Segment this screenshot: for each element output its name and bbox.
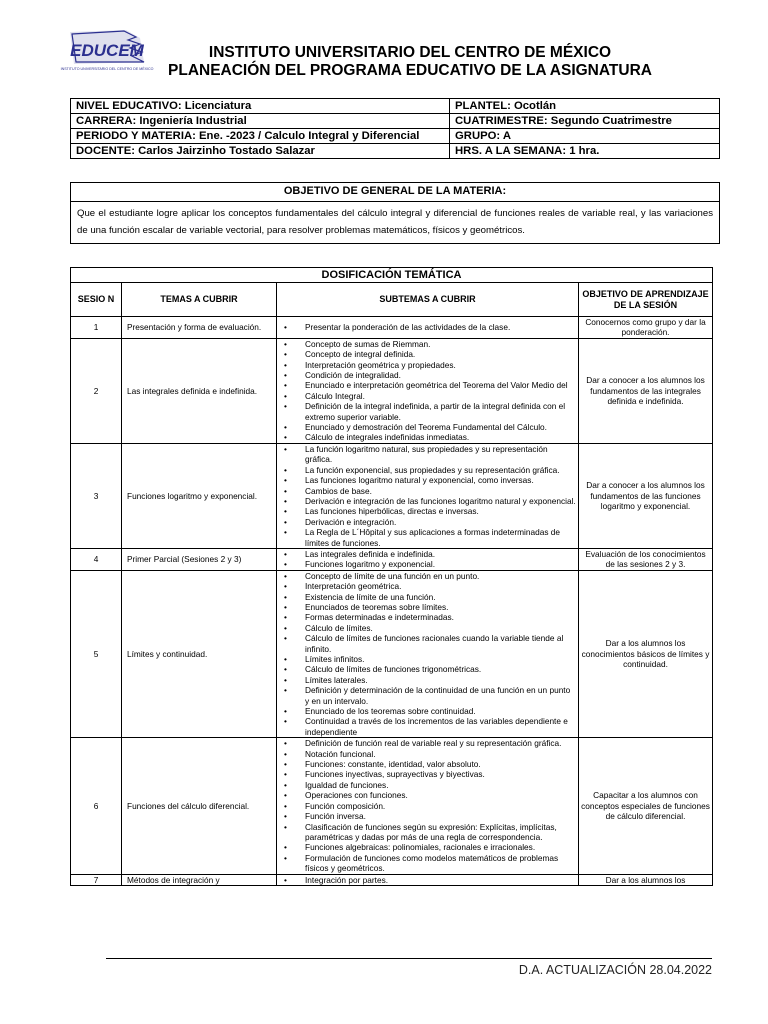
- subtopic-item: • Concepto de límite de una función en un punto.: [305, 571, 576, 581]
- session-objective: Dar a los alumnos los: [579, 874, 713, 885]
- subtopic-list: [279, 549, 576, 570]
- subtopic-item: • Derivación e integración.: [305, 517, 576, 527]
- header-objetivo: OBJETIVO DE APRENDIZAJE DE LA SESIÓN: [579, 283, 713, 317]
- subtopic-item: • Las funciones logaritmo natural y exponencial, como inversas.: [305, 475, 576, 485]
- header-subtemas: SUBTEMAS A CUBRIR: [277, 283, 579, 317]
- subtopic-item: • Interpretación geométrica y propiedades.: [305, 360, 576, 370]
- footer-update-date: D.A. ACTUALIZACIÓN 28.04.2022: [518, 963, 712, 977]
- course-info-table: [70, 98, 720, 159]
- subtopic-item: • Concepto de integral definida.: [305, 349, 576, 359]
- session-topic: Métodos de integración y: [122, 874, 277, 885]
- header-sesion: SESIO N: [71, 283, 122, 317]
- nivel-educativo: NIVEL EDUCATIVO: Licenciatura: [71, 99, 450, 114]
- session-row: [71, 338, 713, 443]
- subtopic-item: • Operaciones con funciones.: [305, 790, 576, 800]
- session-objective: Dar a conocer a los alumnos los fundamentos de las integrales definida e indefinida.: [579, 338, 713, 443]
- session-subtopics: [277, 738, 579, 874]
- subtopic-item: • La Regla de L´Hôpital y sus aplicaciones a formas indeterminadas de límites de funciones.: [305, 527, 576, 548]
- subtopic-item: • Concepto de sumas de Riemman.: [305, 339, 576, 349]
- session-subtopics: [277, 874, 579, 885]
- subtopic-item: • Funciones: constante, identidad, valor absoluto.: [305, 759, 576, 769]
- session-subtopics: [277, 317, 579, 339]
- subtopic-item: • Enunciados de teoremas sobre límites.: [305, 602, 576, 612]
- session-subtopics: [277, 570, 579, 738]
- session-row: [71, 548, 713, 570]
- subtopic-list: [279, 738, 576, 873]
- subtopic-item: • Las funciones hiperbólicas, directas e inversas.: [305, 506, 576, 516]
- session-row: [71, 443, 713, 548]
- subtopic-list: [279, 444, 576, 548]
- session-subtopics: [277, 443, 579, 548]
- session-number: 1: [71, 317, 122, 339]
- subtopic-item: • Funciones logaritmo y exponencial.: [305, 559, 576, 569]
- subtopic-list: [279, 571, 576, 738]
- session-number: 6: [71, 738, 122, 874]
- cuatrimestre: CUATRIMESTRE: Segundo Cuatrimestre: [450, 114, 720, 129]
- session-row: [71, 874, 713, 885]
- subtopic-item: • Cálculo de límites.: [305, 623, 576, 633]
- subtopic-item: • Formulación de funciones como modelos matemáticos de problemas físicos y geométricos.: [305, 853, 576, 874]
- subtopic-item: • Definición de función real de variable real y su representación gráfica.: [305, 738, 576, 748]
- objective-title: OBJETIVO DE GENERAL DE LA MATERIA:: [71, 183, 719, 202]
- general-objective-box: [70, 182, 720, 244]
- session-topic: Primer Parcial (Sesiones 2 y 3): [122, 548, 277, 570]
- document-title: [160, 44, 660, 80]
- subtopic-item: • Continuidad a través de los incrementos de las variables dependiente e independiente: [305, 716, 576, 737]
- session-objective: Conocernos como grupo y dar la ponderación.: [579, 317, 713, 339]
- subtopic-list: [279, 339, 576, 443]
- session-number: 3: [71, 443, 122, 548]
- subtopic-item: • Función composición.: [305, 801, 576, 811]
- session-objective: Dar a conocer a los alumnos los fundamentos de las funciones logaritmo y exponencial.: [579, 443, 713, 548]
- educem-logo: [60, 28, 154, 80]
- session-number: 7: [71, 874, 122, 885]
- session-objective: Dar a los alumnos los conocimientos básicos de límites y continuidad.: [579, 570, 713, 738]
- info-row: [71, 129, 720, 144]
- subtopic-item: • Cálculo de límites de funciones racionales cuando la variable tiende al infinito.: [305, 633, 576, 654]
- footer-rule: [106, 958, 712, 959]
- session-row: [71, 570, 713, 738]
- plantel: PLANTEL: Ocotlán: [450, 99, 720, 114]
- dosificacion-table: [70, 267, 713, 886]
- session-topic: Presentación y forma de evaluación.: [122, 317, 277, 339]
- periodo-materia: PERIODO Y MATERIA: Ene. -2023 / Calculo Integral y Diferencial: [71, 129, 450, 144]
- session-topic: Funciones logaritmo y exponencial.: [122, 443, 277, 548]
- session-topic: Las integrales definida e indefinida.: [122, 338, 277, 443]
- dosificacion-title: DOSIFICACIÓN TEMÁTICA: [71, 268, 713, 283]
- session-objective: Evaluación de los conocimientos de las sesiones 2 y 3.: [579, 548, 713, 570]
- session-row: [71, 738, 713, 874]
- session-row: [71, 317, 713, 339]
- subtopic-item: • Cambios de base.: [305, 486, 576, 496]
- subtopic-item: • Enunciado y demostración del Teorema Fundamental del Cálculo.: [305, 422, 576, 432]
- subtopic-item: • Integración por partes.: [305, 875, 576, 885]
- header-temas: TEMAS A CUBRIR: [122, 283, 277, 317]
- subtopic-item: • Formas determinadas e indeterminadas.: [305, 612, 576, 622]
- subtopic-item: • Presentar la ponderación de las actividades de la clase.: [305, 322, 576, 332]
- session-subtopics: [277, 548, 579, 570]
- subtopic-list: [279, 875, 576, 885]
- logo-subtext: INSTITUTO UNIVERSITARIO DEL CENTRO DE MÉXICO: [60, 67, 154, 71]
- session-number: 4: [71, 548, 122, 570]
- subtopic-item: • Condición de integralidad.: [305, 370, 576, 380]
- session-topic: Funciones del cálculo diferencial.: [122, 738, 277, 874]
- subtopic-item: • Límites laterales.: [305, 675, 576, 685]
- subtopic-item: • Enunciado de los teoremas sobre continuidad.: [305, 706, 576, 716]
- subtopic-item: • Notación funcional.: [305, 749, 576, 759]
- subtopic-item: • La función exponencial, sus propiedades y su representación gráfica.: [305, 465, 576, 475]
- subtopic-item: • Funciones algebraicas: polinomiales, racionales e irracionales.: [305, 842, 576, 852]
- subtopic-item: • Cálculo de integrales indefinidas inmediatas.: [305, 432, 576, 442]
- subtopic-item: • Definición y determinación de la continuidad de una función en un punto y en un intervalo.: [305, 685, 576, 706]
- subtopic-item: • Las integrales definida e indefinida.: [305, 549, 576, 559]
- subtopic-item: • Funciones inyectivas, suprayectivas y biyectivas.: [305, 769, 576, 779]
- session-subtopics: [277, 338, 579, 443]
- subtopic-item: • Definición de la integral indefinida, a partir de la integral definida con el extremo superior variable.: [305, 401, 576, 422]
- session-number: 2: [71, 338, 122, 443]
- objective-text: Que el estudiante logre aplicar los conceptos fundamentales del cálculo integral y diferencial de funciones reales de variable real, y las variaciones de una función escalar de variable vectorial, para resolver problemas matemáticos, físicos y geométricos.: [77, 208, 713, 236]
- session-number: 5: [71, 570, 122, 738]
- title-line-1: INSTITUTO UNIVERSITARIO DEL CENTRO DE MÉXICO: [208, 44, 612, 61]
- info-row: [71, 114, 720, 129]
- subtopic-item: • La función logaritmo natural, sus propiedades y su representación gráfica.: [305, 444, 576, 465]
- session-topic: Límites y continuidad.: [122, 570, 277, 738]
- horas-semana: HRS. A LA SEMANA: 1 hra.: [450, 144, 720, 159]
- subtopic-item: • Interpretación geométrica.: [305, 581, 576, 591]
- subtopic-item: • Enunciado e interpretación geométrica del Teorema del Valor Medio del: [305, 380, 576, 390]
- grupo: GRUPO: A: [450, 129, 720, 144]
- docente: DOCENTE: Carlos Jairzinho Tostado Salazar: [71, 144, 450, 159]
- subtopic-item: • Clasificación de funciones según su expresión: Explícitas, implícitas, paramétricas y dadas por más de una regla de correspondencia.: [305, 822, 576, 843]
- subtopic-item: • Función inversa.: [305, 811, 576, 821]
- subtopic-item: • Cálculo Integral.: [305, 391, 576, 401]
- title-line-2: PLANEACIÓN DEL PROGRAMA EDUCATIVO DE LA ASIGNATURA: [168, 62, 652, 79]
- subtopic-item: • Igualdad de funciones.: [305, 780, 576, 790]
- info-row: [71, 144, 720, 159]
- subtopic-item: • Derivación e integración de las funciones logaritmo natural y exponencial.: [305, 496, 576, 506]
- info-row: [71, 99, 720, 114]
- subtopic-list: [279, 322, 576, 332]
- session-objective: Capacitar a los alumnos con conceptos especiales de funciones de cálculo diferencial.: [579, 738, 713, 874]
- logo-word: EDUCEM: [70, 41, 144, 60]
- subtopic-item: • Cálculo de límites de funciones trigonométricas.: [305, 664, 576, 674]
- subtopic-item: • Límites infinitos.: [305, 654, 576, 664]
- subtopic-item: • Existencia de límite de una función.: [305, 592, 576, 602]
- carrera: CARRERA: Ingeniería Industrial: [71, 114, 450, 129]
